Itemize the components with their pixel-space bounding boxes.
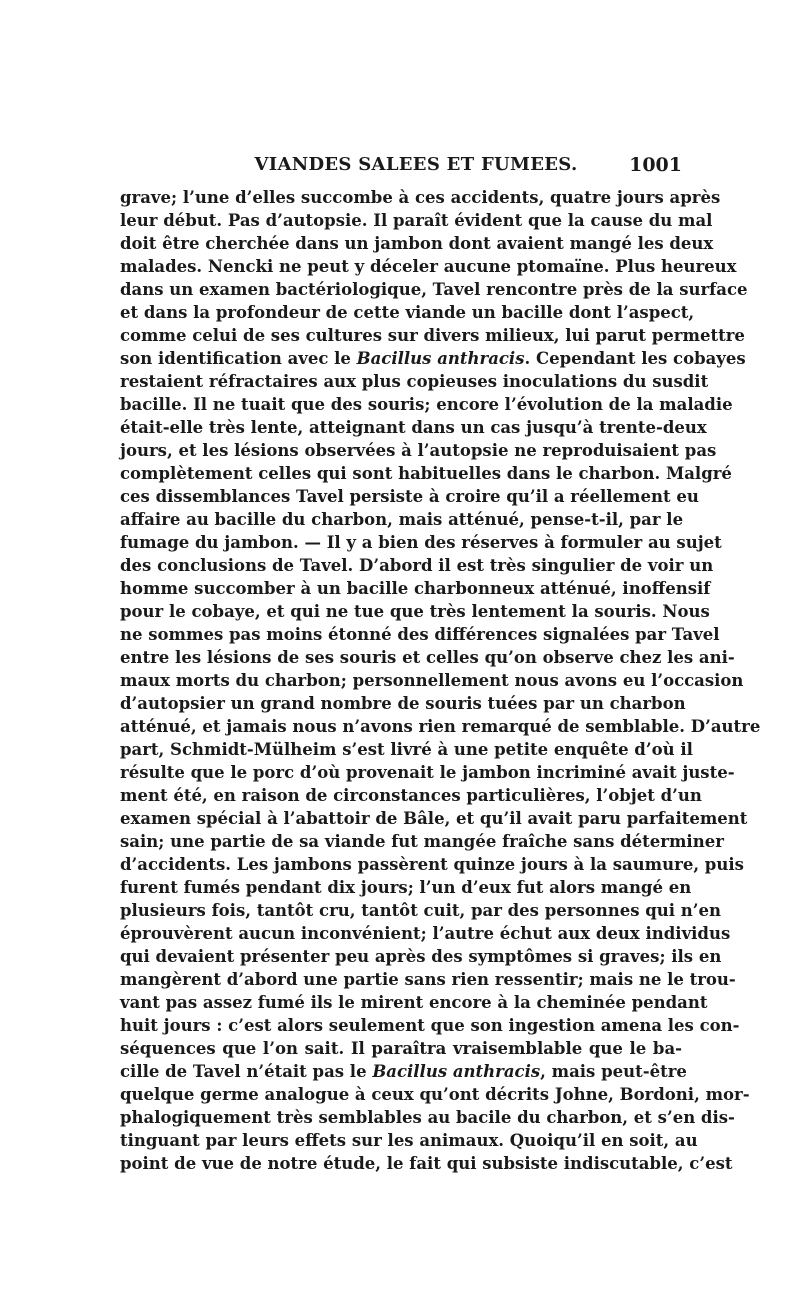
running-head (150, 152, 682, 178)
text-line: affaire au bacille du charbon, mais atténué, pense-t-il, par le (120, 510, 684, 529)
running-title: VIANDES SALEES ET FUMEES. (254, 154, 578, 175)
text-line: phalogiquement très semblables au bacile du charbon, et s’en dis- (120, 1108, 735, 1127)
text-line: atténué, et jamais nous n’avons rien remarqué de semblable. D’autre (120, 717, 761, 736)
text-line: ne sommes pas moins étonné des différences signalées par Tavel (120, 625, 720, 644)
text-line: bacille. Il ne tuait que des souris; encore l’évolution de la maladie (120, 395, 733, 414)
text-line: restaient réfractaires aux plus copieuses inoculations du susdit (120, 372, 709, 391)
text-line: quelque germe analogue à ceux qu’ont décrits Johne, Bordoni, mor- (120, 1085, 750, 1104)
text-line: homme succomber à un bacille charbonneux atténué, inoffensif (120, 579, 711, 598)
text-line: d’autopsier un grand nombre de souris tuées par un charbon (120, 694, 686, 713)
text-line: comme celui de ses cultures sur divers milieux, lui parut permettre (120, 326, 745, 345)
text-line: des conclusions de Tavel. D’abord il est très singulier de voir un (120, 556, 714, 575)
text-line: et dans la profondeur de cette viande un bacille dont l’aspect, (120, 303, 695, 322)
text-line: ces dissemblances Tavel persiste à croire qu’il a réellement eu (120, 487, 699, 506)
text-line: point de vue de notre étude, le fait qui subsiste indiscutable, c’est (120, 1154, 733, 1173)
text-line: résulte que le porc d’où provenait le jambon incriminé avait juste- (120, 763, 735, 782)
text-line: vant pas assez fumé ils le mirent encore à la cheminée pendant (120, 993, 708, 1012)
text-line: éprouvèrent aucun inconvénient; l’autre échut aux deux individus (120, 924, 731, 943)
text-line: qui devaient présenter peu après des symptômes si graves; ils en (120, 947, 722, 966)
text-line: pour le cobaye, et qui ne tue que très lentement la souris. Nous (120, 602, 710, 621)
body-text (120, 186, 761, 1175)
text-line: grave; l’une d’elles succombe à ces accidents, quatre jours après (120, 188, 721, 207)
text-line: complètement celles qui sont habituelles dans le charbon. Malgré (120, 464, 732, 483)
text-line: sain; une partie de sa viande fut mangée fraîche sans déterminer (120, 832, 724, 851)
text-line: leur début. Pas d’autopsie. Il paraît évident que la cause du mal (120, 211, 713, 230)
text-line: tinguant par leurs effets sur les animaux. Quoiqu’il en soit, au (120, 1131, 698, 1150)
italic-term: Bacillus anthracis (372, 1062, 541, 1081)
text-line: d’accidents. Les jambons passèrent quinze jours à la saumure, puis (120, 855, 744, 874)
text-line: maux morts du charbon; personnellement nous avons eu l’occasion (120, 671, 744, 690)
text-line: part, Schmidt-Mülheim s’est livré à une petite enquête d’où il (120, 740, 693, 759)
text-line: huit jours : c’est alors seulement que son ingestion amena les con- (120, 1016, 740, 1035)
text-line: mangèrent d’abord une partie sans rien ressentir; mais ne le trou- (120, 970, 736, 989)
text-line: furent fumés pendant dix jours; l’un d’eux fut alors mangé en (120, 878, 692, 897)
text-line: jours, et les lésions observées à l’autopsie ne reproduisaient pas (120, 441, 717, 460)
text-line: doit être cherchée dans un jambon dont avaient mangé les deux (120, 234, 714, 253)
text-line: séquences que l’on sait. Il paraîtra vraisemblable que le ba- (120, 1039, 682, 1058)
text-line: fumage du jambon. — Il y a bien des réserves à formuler au sujet (120, 533, 722, 552)
text-line: malades. Nencki ne peut y déceler aucune ptomaïne. Plus heureux (120, 257, 737, 276)
text-line: ment été, en raison de circonstances particulières, l’objet d’un (120, 786, 702, 805)
text-line: son identification avec le Bacillus anthracis. Cependant les cobayes (120, 349, 746, 368)
text-line: était-elle très lente, atteignant dans un cas jusqu’à trente-deux (120, 418, 707, 437)
text-line: cille de Tavel n’était pas le Bacillus anthracis, mais peut-être (120, 1062, 687, 1081)
text-line: plusieurs fois, tantôt cru, tantôt cuit, par des personnes qui n’en (120, 901, 722, 920)
page-number: 1001 (629, 154, 682, 176)
text-line: entre les lésions de ses souris et celles qu’on observe chez les ani- (120, 648, 735, 667)
text-line: dans un examen bactériologique, Tavel rencontre près de la surface (120, 280, 748, 299)
italic-term: Bacillus anthracis (356, 349, 525, 368)
text-line: examen spécial à l’abattoir de Bâle, et qu’il avait paru parfaitement (120, 809, 748, 828)
